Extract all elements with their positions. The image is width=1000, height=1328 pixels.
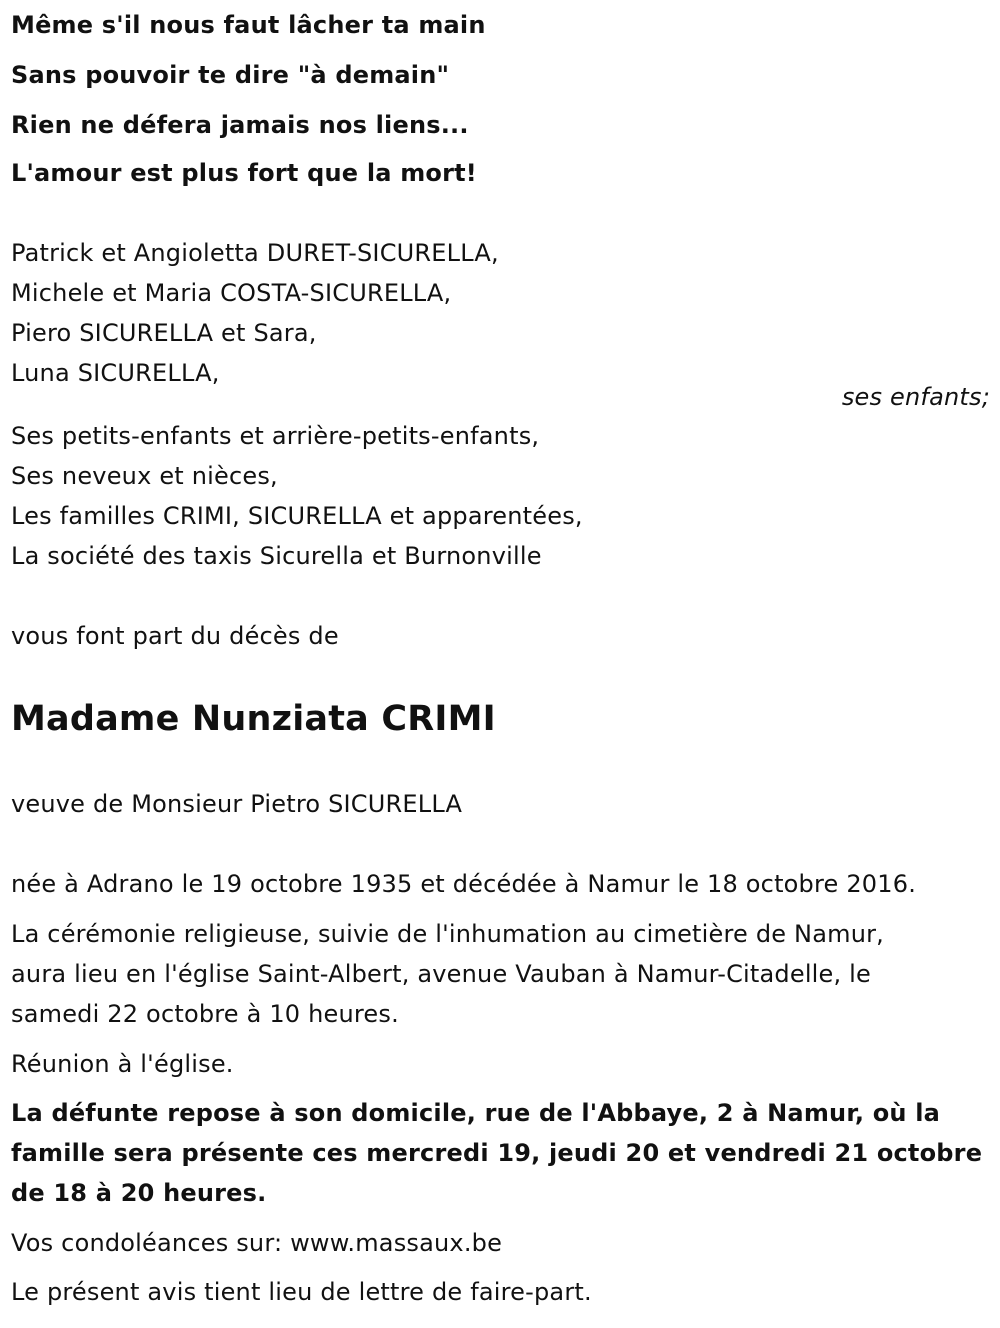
poem-line-4: L'amour est plus fort que la mort! xyxy=(11,159,477,187)
family-line-3: Les familles CRIMI, SICURELLA et apparentées, xyxy=(11,502,583,530)
poem-line-1: Même s'il nous faut lâcher ta main xyxy=(11,11,486,39)
family-line-4: La société des taxis Sicurella et Burnonville xyxy=(11,542,542,570)
repose-line-3: de 18 à 20 heures. xyxy=(11,1179,267,1207)
poem-line-2: Sans pouvoir te dire "à demain" xyxy=(11,61,450,89)
condolences-text: Vos condoléances sur: www.massaux.be xyxy=(11,1229,503,1257)
child-line-1: Patrick et Angioletta DURET-SICURELLA, xyxy=(11,239,499,267)
announcement-text: vous font part du décès de xyxy=(11,622,339,650)
reunion-text: Réunion à l'église. xyxy=(11,1050,234,1078)
child-line-2: Michele et Maria COSTA-SICURELLA, xyxy=(11,279,452,307)
birth-death-text: née à Adrano le 19 octobre 1935 et décédée à Namur le 18 octobre 2016. xyxy=(11,870,917,898)
repose-line-1: La défunte repose à son domicile, rue de l'Abbaye, 2 à Namur, où la xyxy=(11,1099,941,1127)
widow-text: veuve de Monsieur Pietro SICURELLA xyxy=(11,790,463,818)
ceremony-line-2: aura lieu en l'église Saint-Albert, avenue Vauban à Namur-Citadelle, le xyxy=(11,960,872,988)
poem-line-3: Rien ne défera jamais nos liens... xyxy=(11,111,469,139)
family-line-2: Ses neveux et nièces, xyxy=(11,462,278,490)
ceremony-line-3: samedi 22 octobre à 10 heures. xyxy=(11,1000,399,1028)
ceremony-line-1: La cérémonie religieuse, suivie de l'inhumation au cimetière de Namur, xyxy=(11,920,884,948)
deceased-name: Madame Nunziata CRIMI xyxy=(11,699,496,739)
repose-line-2: famille sera présente ces mercredi 19, jeudi 20 et vendredi 21 octobre xyxy=(11,1139,983,1167)
family-line-1: Ses petits-enfants et arrière-petits-enfants, xyxy=(11,422,540,450)
child-line-3: Piero SICURELLA et Sara, xyxy=(11,319,317,347)
children-label: ses enfants; xyxy=(841,383,990,411)
child-line-4: Luna SICURELLA, xyxy=(11,359,220,387)
notice-text: Le présent avis tient lieu de lettre de faire-part. xyxy=(11,1278,592,1306)
